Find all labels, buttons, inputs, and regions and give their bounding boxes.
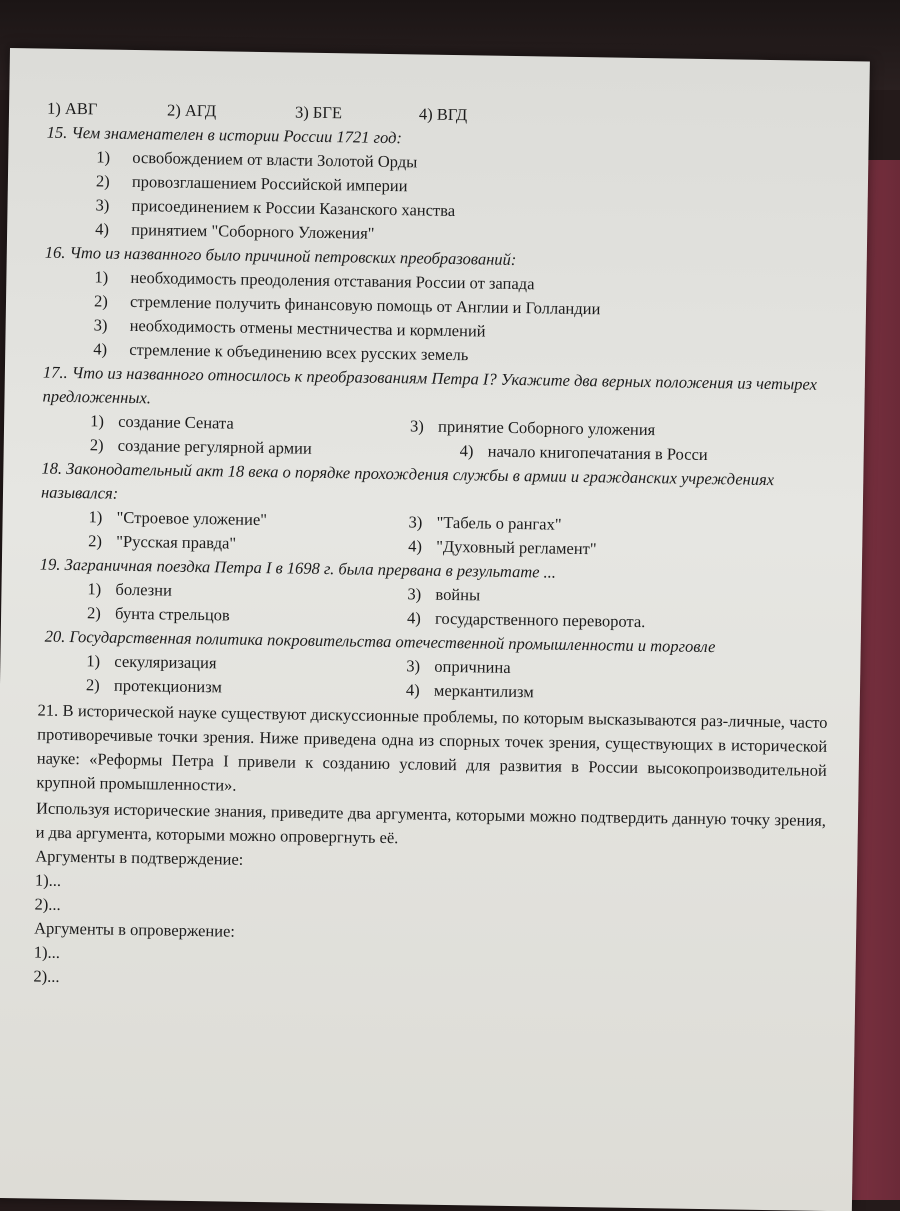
support-heading: Аргументы в подтверждение: xyxy=(35,846,244,869)
option: 2) создание регулярной армии xyxy=(89,435,312,458)
question-21-task: Используя исторические знания, приведите два аргумента, которыми можно подтвердить данную точку зрения, и два аргумента, которыми можно опровергнуть её. xyxy=(35,798,827,848)
option: 1) секуляризация xyxy=(86,651,217,673)
option: 4) меркантилизм xyxy=(405,680,534,702)
question-16: 16. Что из названного было причиной петровских преобразований: xyxy=(44,242,517,269)
option: 4) "Духовный регламент" xyxy=(408,536,597,559)
option: 1) создание Сената xyxy=(90,411,234,433)
question-16-options xyxy=(93,265,834,373)
document-content xyxy=(33,97,837,1001)
option: 4) стремление к объединению всех русских земель xyxy=(93,339,469,365)
option: 1) необходимость преодоления отставания России от запада xyxy=(94,267,535,294)
answer-option: 3) БГЕ xyxy=(294,102,343,123)
option: 2) провозглашением Российской империи xyxy=(95,171,408,196)
question-15: 15. Чем знаменателен в истории России 1721 год: xyxy=(46,122,403,148)
refute-heading: Аргументы в опровержение: xyxy=(34,918,236,941)
refute-argument-1: 1)... xyxy=(33,942,61,962)
option: 1) болезни xyxy=(87,579,173,600)
answer-option: 4) ВГД xyxy=(418,104,468,125)
question-20-options xyxy=(86,649,829,709)
paper-sheet xyxy=(0,48,870,1211)
option: 2) стремление получить финансовую помощь от Англии и Голландии xyxy=(93,291,601,319)
option: 3) необходимость отмены местничества и кормлений xyxy=(93,315,486,341)
question-15-options xyxy=(95,145,836,253)
answer-option: 2) АГД xyxy=(166,100,217,121)
refute-argument-2: 2)... xyxy=(33,966,60,986)
option: 3) "Табель о рангах" xyxy=(408,512,562,534)
option: 2) бунта стрельцов xyxy=(86,603,230,625)
question-20: 20. Государственная политика покровительства отечественной промышленности и торговле xyxy=(44,626,716,657)
question-19: 19. Заграничная поездка Петра I в 1698 г. была прервана в результате ... xyxy=(39,554,557,582)
option: 3) войны xyxy=(407,584,481,605)
option: 2) "Русская правда" xyxy=(88,531,237,553)
option: 1) "Строевое уложение" xyxy=(88,507,268,530)
option: 2) протекционизм xyxy=(85,675,223,697)
option: 1) освобождением от власти Золотой Орды xyxy=(96,147,418,172)
question-18: 18. Законодательный акт 18 века о порядке прохождения службы в армии и гражданских учреждениях назывался: xyxy=(40,458,775,503)
option: 3) опричнина xyxy=(406,656,511,677)
support-argument-2: 2)... xyxy=(34,894,61,914)
option: 3) присоединением к России Казанского ханства xyxy=(95,195,456,221)
answer-option: 1) АВГ xyxy=(46,98,98,119)
option: 4) государственного переворота. xyxy=(406,608,646,632)
option: 4) начало книгопечатания в Росси xyxy=(459,441,708,465)
option: 3) принятие Соборного уложения xyxy=(409,416,656,440)
support-argument-1: 1)... xyxy=(34,870,62,890)
question-17: 17.. Что из названного относилось к преобразованиям Петра I? Укажите два верных положения из четырех предложенных. xyxy=(42,362,818,408)
option: 4) принятием "Соборного Уложения" xyxy=(95,219,375,243)
question-21-text: 21. В исторической науке существуют дискуссионные проблемы, по которым высказываются раз-личные, часто противоречивые точки зрения. Ниже приведена одна из спорных точек зрения, существующих в исторической науке: «Реформы Петра I привели к созданию условий для развития в России высокопроизводительной крупной промышленности». xyxy=(36,700,828,795)
